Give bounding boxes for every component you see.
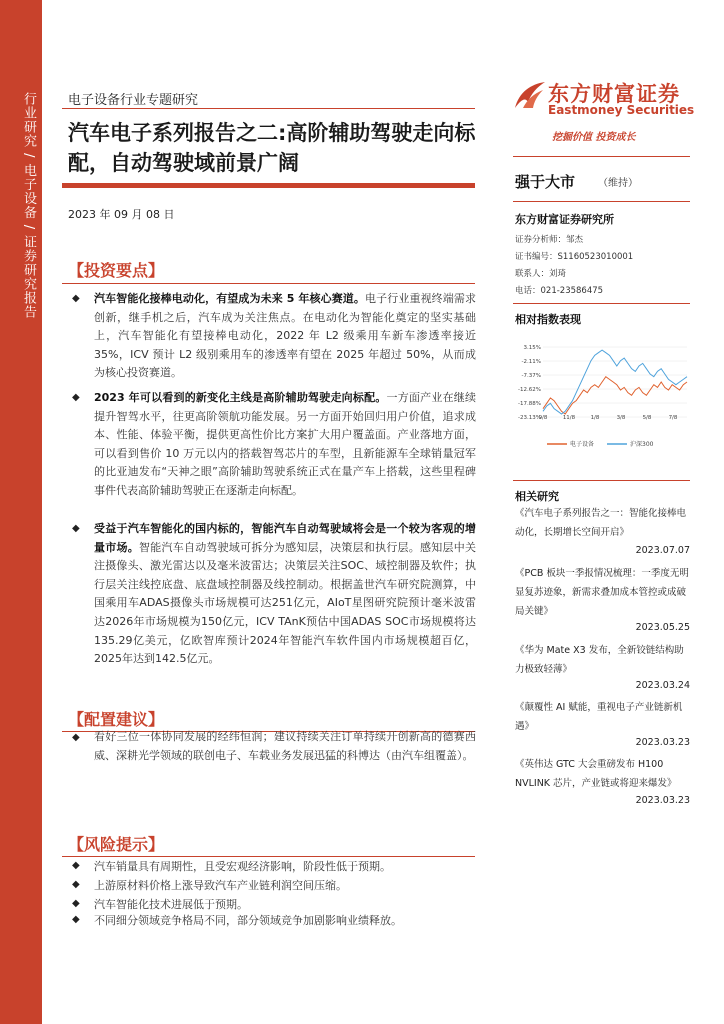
chart-y-tick-label: -17.88% <box>518 401 541 408</box>
sidebar-band <box>0 0 42 1024</box>
chart-legend <box>547 440 654 448</box>
relative-index-chart <box>513 337 690 457</box>
chart-divider <box>513 303 690 304</box>
related-report-date: 2023.03.24 <box>635 680 690 691</box>
chart-series-lines <box>543 350 687 414</box>
key-point-body: 智能汽车自动驾驶域可拆分为感知层，决策层和执行层。感知层中关注摄像头、激光雷达以及毫米波雷达；决策层关注SOC、域控制器及软件；执行层关注线控底盘、底盘域控制器及线控制动。根据盖世汽车研究院测算，中国乘用车ADAS摄像头市场规模可达251亿元，AIoT星图研究院预计毫米波雷达2026年市场规模为150亿元，ICV TAnK预估中国ADAS SOC市场规模将达135.29亿美元，亿欧智库预计2024年智能汽车软件国内市场规模超百亿，2025年达到142.5亿元。 <box>94 540 477 666</box>
brand-name-cn: 东方财富证券 <box>548 82 680 106</box>
page-title: 汽车电子系列报告之二:高阶辅助驾驶走向标配，自动驾驶域前景广阔 <box>68 121 476 175</box>
risk-item: 汽车智能化技术进展低于预期。 <box>94 898 248 911</box>
key-point-lead: 汽车智能化接棒电动化，有望成为未来 5 年核心赛道。 <box>94 292 366 305</box>
key-point-body: 电子行业重视终端需求创新，继手机之后，汽车成为关注焦点。在电动化为智能化奠定的坚实基础上，汽车智能化有望接棒电动化，2022 年 L2 级乘用车新车渗透率接近 35%，ICV 预计 L2 级别乘用车的渗透率有望在 2025 年超过 50%，从而成为核心投资赛道。 <box>94 292 477 380</box>
institute-divider <box>513 201 690 202</box>
chart-y-tick-label: 3.15% <box>523 345 541 351</box>
risk-item: 汽车销量具有周期性，且受宏观经济影响，阶段性低于预期。 <box>94 860 391 873</box>
rating-divider <box>513 156 690 157</box>
chart-x-tick-label: 3/8 <box>616 415 626 421</box>
doc-type-label: 电子设备行业专题研究 <box>68 93 199 108</box>
rating-label: 强于大市 <box>515 173 576 191</box>
bullet-icon: ◆ <box>72 898 80 909</box>
phone-info: 电话：021-23586475 <box>515 286 604 296</box>
related-report-title[interactable]: 《颠覆性 AI 赋能，重视电子产业链新机遇》 <box>515 702 683 732</box>
risk-item: 上游原材料价格上涨导致汽车产业链利润空间压缩。 <box>94 879 347 892</box>
bullet-icon: ◆ <box>72 523 80 534</box>
allocation-paragraph: 看好三位一体协同发展的经纬恒润；建议持续关注订单持续开创新高的德赛西威、深耕光学领域的联创电子、车载业务发展迅猛的科博达（由汽车组覆盖）。 <box>94 730 476 762</box>
chart-x-tick-label: 11/8 <box>562 415 576 421</box>
chart-y-tick-label: -12.62% <box>518 387 541 394</box>
brand-logo-icon <box>513 78 547 112</box>
related-divider <box>513 480 690 481</box>
bullet-icon: ◆ <box>72 732 80 743</box>
key-point-lead: 受益于汽车智能化的国内标的，智能汽车自动驾驶域将会是一个较为客观的增量市场。 <box>94 522 476 554</box>
related-report-date: 2023.03.23 <box>635 795 690 806</box>
title-divider <box>62 183 475 188</box>
key-point-paragraph <box>94 389 476 501</box>
chart-x-tick-label: 9/8 <box>538 415 548 421</box>
bullet-icon: ◆ <box>72 879 80 890</box>
bullet-icon: ◆ <box>72 914 80 925</box>
contact-info: 联系人：刘琦 <box>515 269 567 279</box>
key-point-body: 一方面产业在继续提升智驾水平，往更高阶领航功能发展。另一方面开始回归用户价值，追求成本、性能、体验平衡，提供更高性价比方案扩大用户覆盖面。产业落地方面，可以看到售价 10 万元以内的搭载智驾芯片的车型，且新能源车全球销量冠军的比亚迪发布“天神之眼”高阶辅助驾驶系统正式在量产车上搭载，这些里程碑事件代表高阶辅助驾驶正在逐渐走向标配。 <box>94 391 476 497</box>
report-date: 2023 年 09 月 08 日 <box>68 208 175 221</box>
analyst-info: 证券分析师：邹杰 <box>515 235 584 245</box>
rating-sub: （维持） <box>598 178 638 189</box>
chart-series-line <box>543 350 687 414</box>
bullet-icon: ◆ <box>72 392 80 403</box>
related-report-title[interactable]: 《英伟达 GTC 大会重磅发布 H100 NVLINK 芯片，产业链或将迎来爆发》 <box>515 759 677 789</box>
chart-title: 相对指数表现 <box>515 313 581 326</box>
related-report-title[interactable]: 《PCB 板块一季报情况梳理：一季度无明显复苏迹象，新需求叠加成本管控或成破局关键》 <box>515 568 689 617</box>
bullet-icon: ◆ <box>72 293 80 304</box>
key-point-lead: 2023 年可以看到的新变化主线是高阶辅助驾驶走向标配。 <box>94 391 387 404</box>
cert-info: 证书编号：S1160523010001 <box>515 252 634 262</box>
related-report-date: 2023.03.23 <box>635 737 690 748</box>
bullet-icon: ◆ <box>72 860 80 871</box>
header-divider <box>62 108 475 109</box>
related-report-date: 2023.05.25 <box>635 622 690 633</box>
related-report-date: 2023.07.07 <box>635 545 690 556</box>
sidebar-category-text: 行业研究 / 电子设备 / 证券研究报告 <box>21 92 36 320</box>
related-report-title[interactable]: 《汽车电子系列报告之一：智能化接棒电动化，长期增长空间开启》 <box>515 508 687 538</box>
chart-x-tick-label: 1/8 <box>590 415 600 421</box>
chart-legend-label: 电子设备 <box>570 441 595 448</box>
section-heading-risk: 【风险提示】 <box>68 835 165 854</box>
chart-y-ticks <box>518 345 541 421</box>
brand-name-en: Eastmoney Securities <box>548 103 695 117</box>
related-report-title[interactable]: 《华为 Mate X3 发布，全新铰链结构助力极致轻薄》 <box>515 645 684 675</box>
chart-y-tick-label: -2.11% <box>521 359 541 366</box>
institute-name: 东方财富证券研究所 <box>515 213 614 226</box>
key-point-paragraph <box>94 290 476 383</box>
chart-y-tick-label: -23.13% <box>518 415 541 421</box>
risk-item: 不同细分领域竞争格局不同，部分领域竞争加剧影响业绩释放。 <box>94 914 402 927</box>
chart-grid <box>543 347 687 417</box>
section-divider <box>62 283 475 284</box>
section-heading-allocation: 【配置建议】 <box>68 710 165 729</box>
related-title: 相关研究 <box>515 490 559 503</box>
chart-y-tick-label: -7.37% <box>521 373 541 380</box>
key-point-paragraph <box>94 520 476 669</box>
chart-legend-label: 沪深300 <box>630 441 654 448</box>
section-divider <box>62 856 475 857</box>
chart-x-tick-label: 5/8 <box>642 415 652 421</box>
section-heading-key-points: 【投资要点】 <box>68 261 165 280</box>
brand-slogan: 挖掘价值 投资成长 <box>552 132 636 143</box>
chart-x-tick-label: 7/8 <box>668 415 678 421</box>
chart-series-line <box>543 377 687 414</box>
chart-x-ticks <box>539 415 678 421</box>
